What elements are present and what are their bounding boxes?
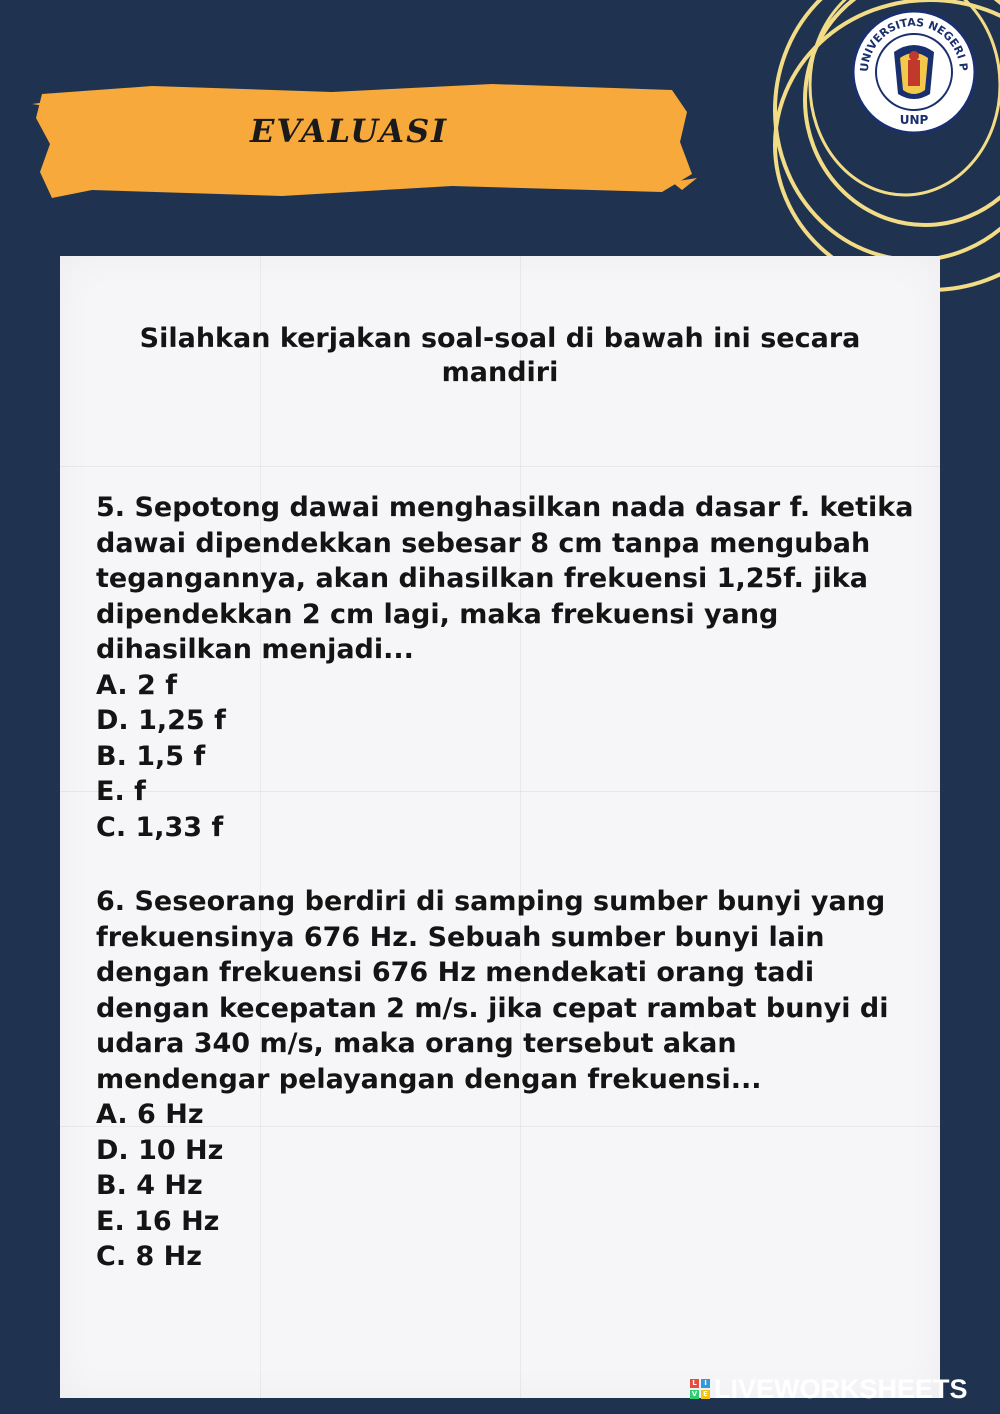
logo-arc-text: UNIVERSITAS NEGERI P [857,15,971,73]
option-b: B. 4 Hz [96,1170,203,1201]
option-c: C. 1,33 f [96,811,224,843]
question-5 [96,490,916,845]
question-text: 5. Sepotong dawai menghasilkan nada dasar f. ketika dawai dipendekkan sebesar 8 cm tanpa mengubah tegangannya, akan dihasilkan frekuensi 1,25f. jika dipendekkan 2 cm lagi, maka frekuensi yang dihasilkan menjadi... [96,492,914,665]
option-b: B. 1,5 f [96,740,206,772]
liveworksheets-watermark [690,1374,968,1404]
option-e: E. 16 Hz [96,1205,220,1237]
question-6 [96,884,916,1275]
instruction-text: Silahkan kerjakan soal-soal di bawah ini secara mandiri [139,323,861,388]
watermark-text: LIVEWORKSHEETS [714,1373,968,1404]
unp-logo [850,8,978,136]
unp-emblem-icon [894,45,934,99]
question-text: 6. Seseorang berdiri di samping sumber bunyi yang frekuensinya 676 Hz. Sebuah sumber bunyi lain dengan frekuensi 676 Hz mendekati orang tadi dengan kecepatan 2 m/s. jika cepat rambat bunyi di udara 340 m/s, maka orang tersebut akan mendengar pelayangan dengan frekuensi... [96,886,889,1095]
option-a: A. 6 Hz [96,1099,204,1130]
logo-abbr: UNP [899,113,929,127]
liveworksheets-icon: L I V E [690,1379,710,1399]
option-a: A. 2 f [96,669,177,701]
option-d: D. 10 Hz [96,1134,224,1166]
page-title: EVALUASI [250,112,449,150]
option-e: E. f [96,776,146,807]
option-c: C. 8 Hz [96,1241,202,1272]
option-d: D. 1,25 f [96,705,226,736]
